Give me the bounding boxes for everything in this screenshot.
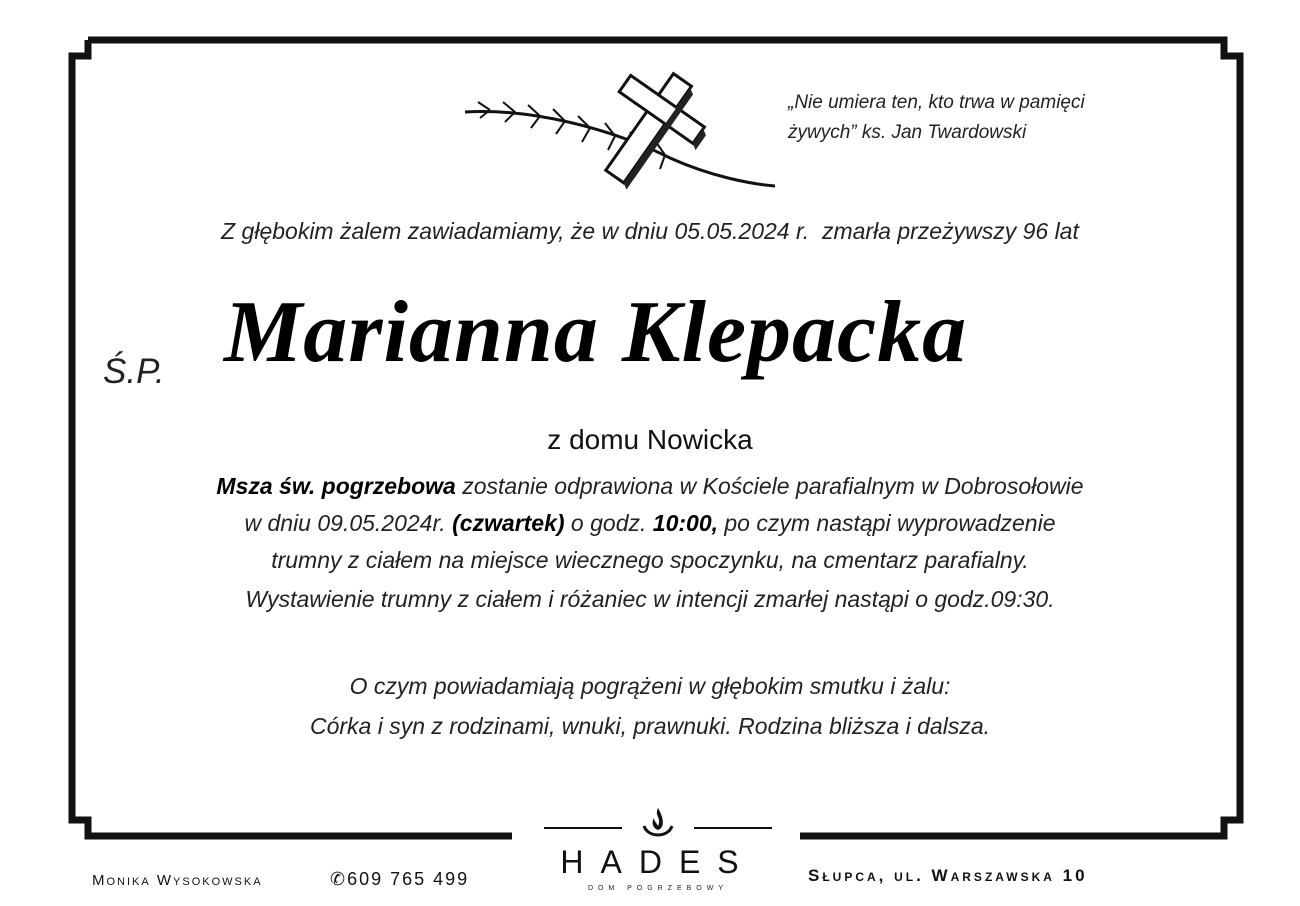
closing-line-1: O czym powiadamiają pogrążeni w głębokim smutku i żalu: (349, 673, 951, 699)
brand-subtitle: dom pogrzebowy (587, 882, 729, 893)
funeral-line-3: trumny z ciałem na miejsce wiecznego spoczynku, na cmentarz parafialny. (271, 547, 1029, 573)
quote (788, 88, 1208, 148)
contact-name: Monika Wysokowska (92, 872, 263, 889)
death-date: 05.05.2024 (674, 218, 790, 244)
funeral-date: w dniu 09.05.2024r. (244, 510, 453, 536)
deceased-name: Marianna Klepacka (224, 284, 968, 381)
cross-with-palm-icon (460, 68, 780, 192)
maiden-name: z domu Nowicka (547, 424, 753, 455)
address: Słupca, ul. Warszawska 10 (808, 866, 1088, 885)
mass-label: Msza św. pogrzebowa (216, 473, 456, 499)
flame-icon (634, 804, 682, 844)
quote-line-2: żywych” ks. Jan Twardowski (788, 122, 1027, 143)
funeral-time-label: o godz. (564, 510, 653, 536)
closing-line-2: Córka i syn z rodzinami, wnuki, prawnuki. Rodzina bliższa i dalsza. (309, 713, 991, 739)
death-announcement (0, 218, 1300, 245)
funeral-line-2-rest: po czym nastąpi wyprowadzenie (718, 510, 1056, 536)
honorific: Ś.P. (103, 352, 165, 391)
announcement-suffix: r. zmarła przeżywszy 96 lat (789, 218, 1079, 244)
announcement-prefix: Z głębokim żalem zawiadamiamy, że w dniu (221, 218, 675, 244)
funeral-line-1-text: zostanie odprawiona w Kościele parafialnym w Dobrosołowie (455, 473, 1084, 499)
funeral-line-2 (0, 510, 1300, 537)
brand-name: HADES (560, 844, 756, 880)
funeral-line-4: Wystawienie trumny z ciałem i różaniec w intencji zmarłej nastąpi o godz.09:30. (245, 586, 1055, 612)
contact-phone: ✆609 765 499 (330, 869, 470, 889)
quote-line-1: „Nie umiera ten, kto trwa w pamięci (788, 92, 1085, 113)
funeral-time: 10:00, (652, 510, 718, 536)
funeral-line-1 (0, 473, 1300, 500)
funeral-weekday: (czwartek) (452, 510, 565, 536)
